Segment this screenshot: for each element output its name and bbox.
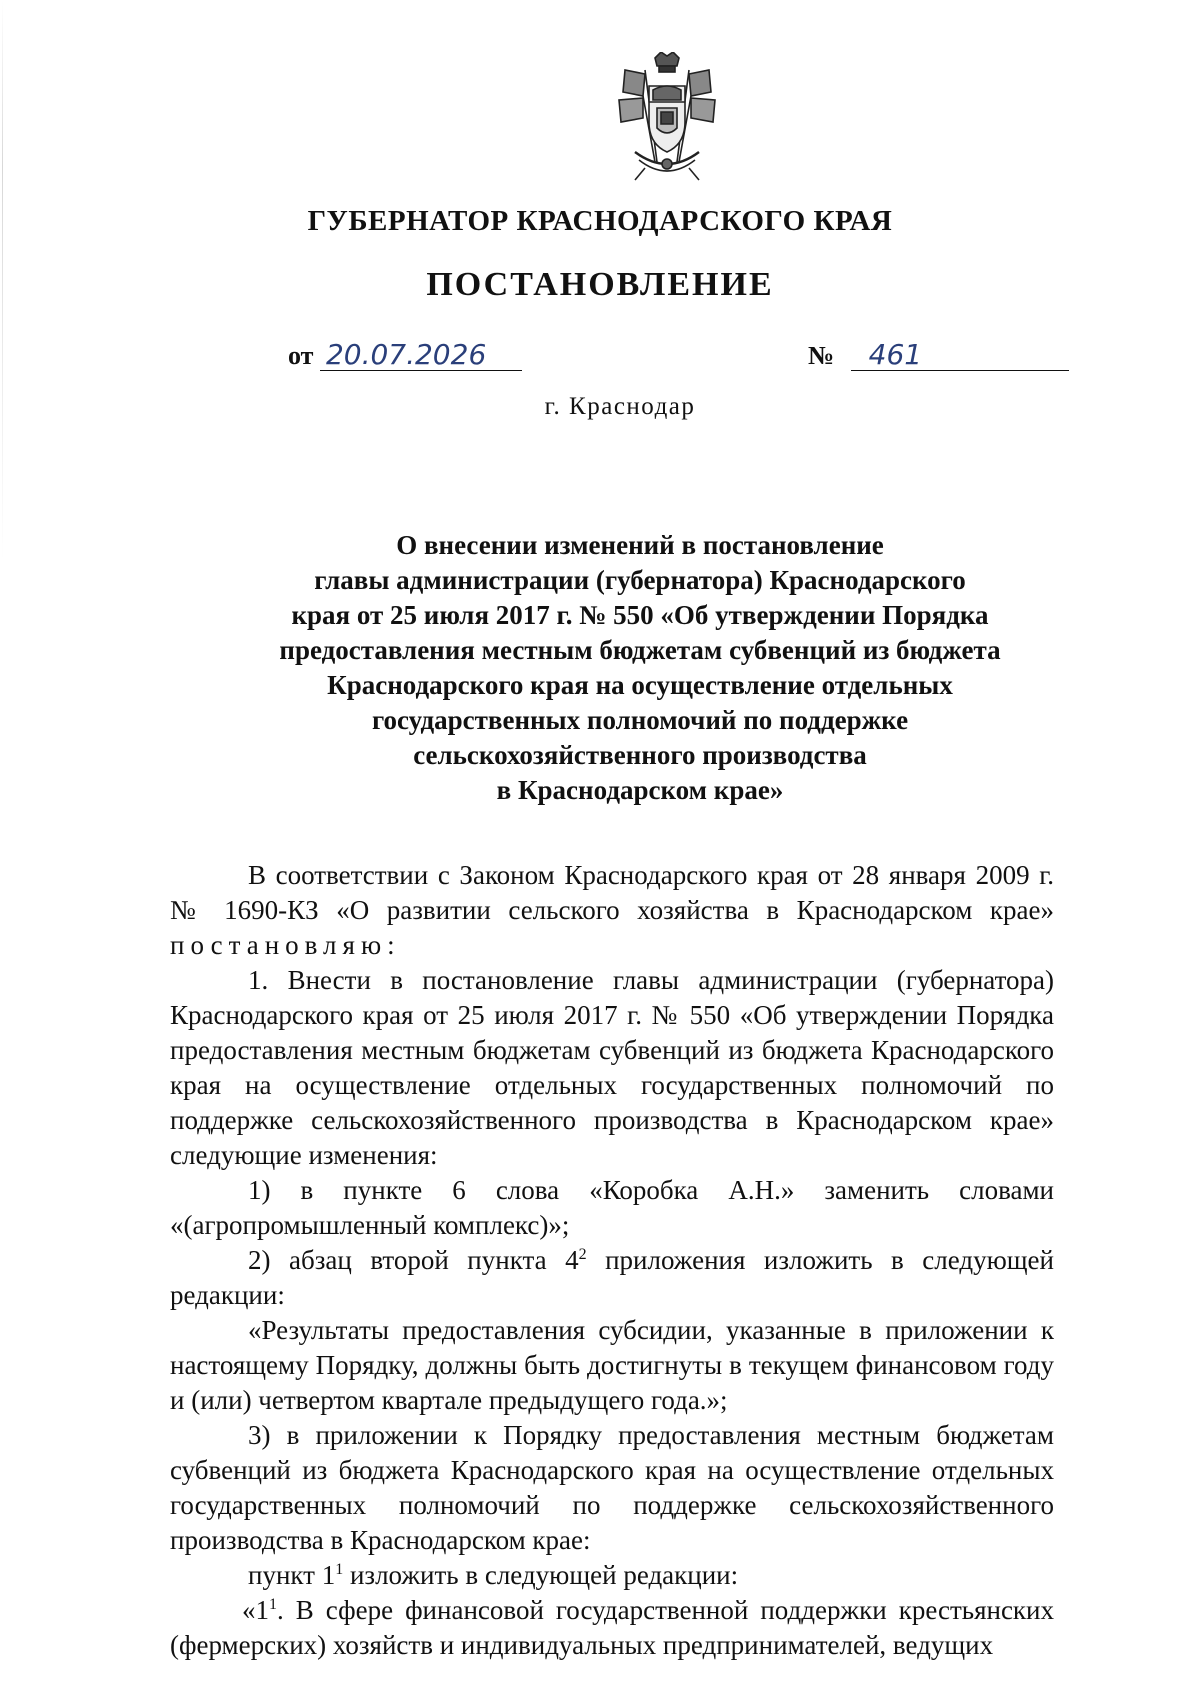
document-heading — [230, 528, 1050, 808]
paragraph-text: . В сфере финансовой государственной поддержки крестьянских (фермерских) хозяйств и индивидуальных предпринимателей, ведущих — [170, 1595, 1054, 1660]
date-label: от — [288, 341, 314, 370]
body-paragraph: «Результаты предоставления субсидии, указанные в приложении к настоящему Порядку, должны быть достигнуты в текущем финансовом году и (или) четвертом квартале предыдущего года.»; — [170, 1315, 1054, 1415]
superscript: 1 — [335, 1561, 344, 1578]
heading-line: края от 25 июля 2017 г. № 550 «Об утверждении Порядка — [291, 600, 989, 630]
heading-line: Краснодарского края на осуществление отдельных — [327, 670, 953, 700]
body-paragraph — [170, 1558, 1054, 1593]
body-paragraph — [170, 858, 1054, 963]
coat-of-arms-emblem — [605, 52, 729, 186]
document-type: ПОСТАНОВЛЕНИЕ — [426, 266, 774, 303]
paragraph-text: изложить в следующей редакции: — [343, 1560, 739, 1590]
paragraph-text: приложения изложить в следующей редакции: — [170, 1245, 1054, 1310]
paragraph-text: «1 — [242, 1595, 269, 1625]
date-value: 20.07.2026 — [320, 340, 522, 371]
organization-title: ГУБЕРНАТОР КРАСНОДАРСКОГО КРАЯ — [307, 205, 893, 237]
heading-line: сельскохозяйственного производства — [413, 740, 867, 770]
body-paragraph — [170, 1593, 1054, 1663]
superscript: 2 — [578, 1246, 587, 1263]
paragraph-text: пункт 1 — [248, 1560, 336, 1590]
heading-line: предоставления местным бюджетам субвенций из бюджета — [279, 635, 1001, 665]
body-paragraph: 1) в пункте 6 слова «Коробка А.Н.» заменить словами «(агропромышленный комплекс)»; — [170, 1175, 1054, 1240]
heading-line: главы администрации (губернатора) Краснодарского — [314, 565, 966, 595]
date-line — [288, 340, 522, 371]
number-line — [808, 340, 1069, 371]
body-paragraph — [170, 1243, 1054, 1313]
document-body — [170, 858, 1054, 1663]
body-paragraph: 1. Внести в постановление главы администрации (губернатора) Краснодарского края от 25 июля 2017 г. № 550 «Об утверждении Порядка предоставления местным бюджетам субвенций из бюджета Краснодарского края на осуществление отдельных государственных полномочий по поддержке сельскохозяйственного производства в Краснодарском крае» следующие изменения: — [170, 965, 1054, 1170]
number-value: 461 — [851, 340, 1069, 371]
heading-line: в Краснодарском крае» — [496, 775, 784, 805]
heading-line: государственных полномочий по поддержке — [371, 705, 909, 735]
number-label: № — [808, 341, 835, 370]
city: г. Краснодар — [544, 393, 696, 420]
heading-line: О внесении изменений в постановление — [396, 530, 884, 560]
superscript: 1 — [269, 1596, 277, 1613]
paragraph-text: В соответствии с Законом Краснодарского края от 28 января 2009 г. № 1690-КЗ «О развитии сельского хозяйства в Краснодарском крае» — [170, 860, 1054, 925]
paragraph-text: 2) абзац второй пункта 4 — [248, 1245, 579, 1275]
decree-word: постановляю: — [170, 930, 401, 960]
body-paragraph: 3) в приложении к Порядку предоставления местным бюджетам субвенций из бюджета Краснодарского края на осуществление отдельных государственных полномочий по поддержке сельскохозяйственного производства в Краснодарском крае: — [170, 1420, 1054, 1555]
